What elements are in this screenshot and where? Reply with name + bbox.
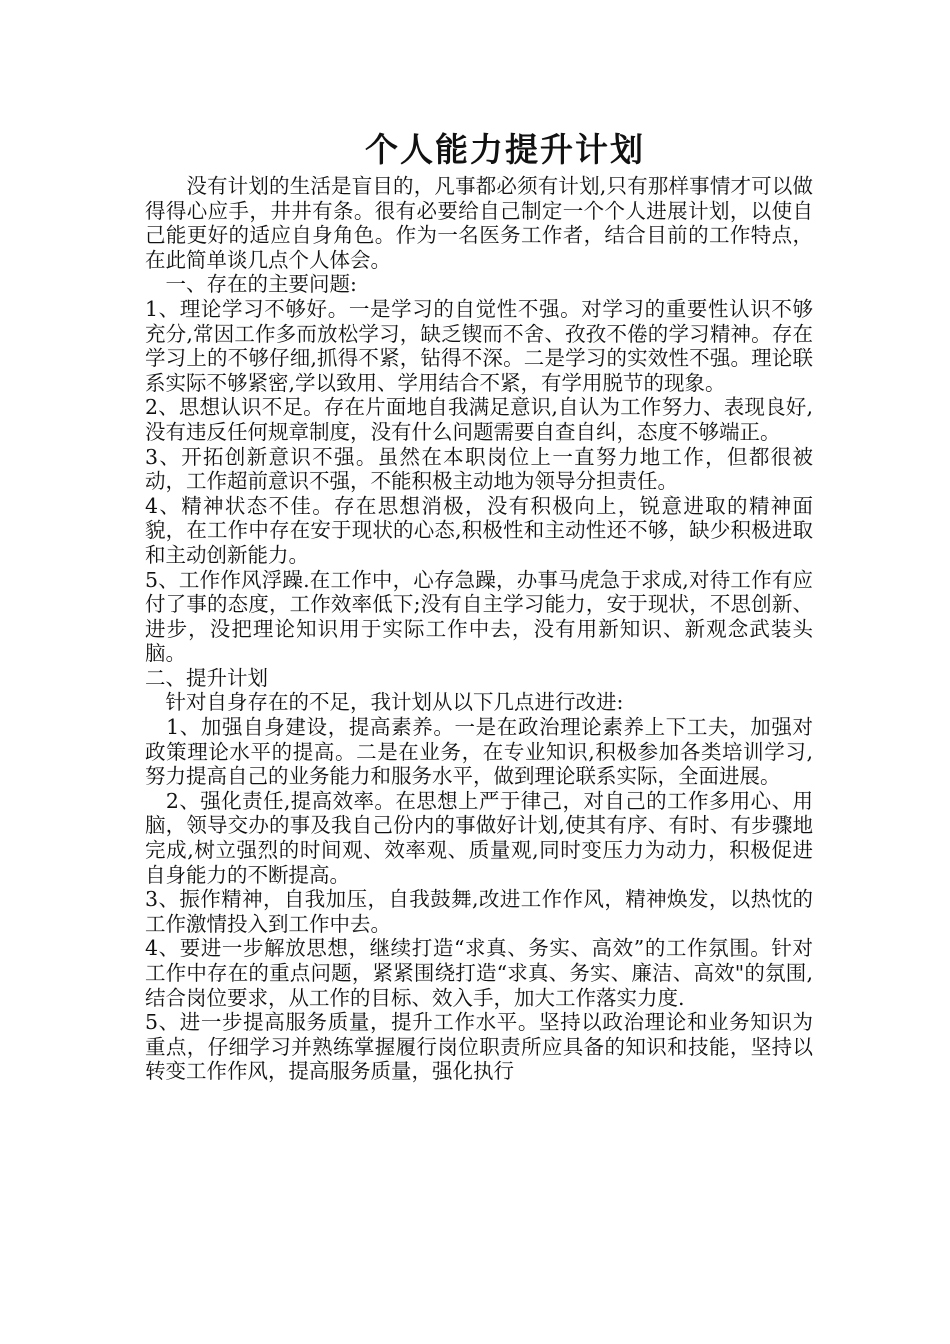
paragraph-problem-3: 3、开拓创新意识不强。虽然在本职岗位上一直努力地工作，但都很被动，工作超前意识不强，不能积极主动地为领导分担责任。 [145,444,813,494]
document-body [145,174,813,1084]
paragraph-problem-2: 2、思想认识不足。存在片面地自我满足意识,自认为工作努力、表现良好,没有违反任何规章制度，没有什么问题需要自查自纠，态度不够端正。 [145,395,813,444]
document-title: 个人能力提升计划 [365,130,645,169]
paragraph-intro: 没有计划的生活是盲目的，凡事都必须有计划,只有那样事情才可以做得得心应手，井井有条。很有必要给自己制定一个个人进展计划，以使自己能更好的适应自身角色。作为一名医务工作者，结合目前的工作特点，在此简单谈几点个人体会。 [145,174,813,272]
section-heading-plan: 二、提升计划 [145,665,268,690]
paragraph-problem-1: 1、理论学习不够好。一是学习的自觉性不强。对学习的重要性认识不够充分,常因工作多而放松学习，缺乏锲而不舍、孜孜不倦的学习精神。存在学习上的不够仔细,抓得不紧，钻得不深。二是学习的实效性不强。理论联系实际不够紧密,学以致用、学用结合不紧，有学用脱节的现象。 [145,296,813,395]
section-heading-problems: 一、存在的主要问题: [145,272,357,297]
paragraph-problem-4: 4、精神状态不佳。存在思想消极，没有积极向上，锐意进取的精神面貌，在工作中存在安于现状的心态,积极性和主动性还不够，缺少积极进取和主动创新能力。 [145,493,813,567]
paragraph-plan-1: 1、加强自身建设，提高素养。一是在政治理论素养上下工夫，加强对政策理论水平的提高。二是在业务，在专业知识,积极参加各类培训学习,努力提高自己的业务能力和服务水平，做到理论联系实际，全面进展。 [145,715,813,789]
paragraph-plan-5: 5、进一步提高服务质量，提升工作水平。坚持以政治理论和业务知识为重点，仔细学习并熟练掌握履行岗位职责所应具备的知识和技能，坚持以转变工作作风，提高服务质量，强化执行 [145,1010,813,1084]
paragraph-plan-3: 3、振作精神，自我加压，自我鼓舞,改进工作作风，精神焕发，以热忱的工作激情投入到工作中去。 [145,887,813,936]
paragraph-plan-2: 2、强化责任,提高效率。在思想上严于律己，对自己的工作多用心、用脑，领导交办的事及我自己份内的事做好计划,使其有序、有时、有步骤地完成,树立强烈的时间观、效率观、质量观,同时变压力为动力，积极促进自身能力的不断提高。 [145,788,813,887]
paragraph-problem-5: 5、工作作风浮躁.在工作中，心存急躁，办事马虎急于求成,对待工作有应付了事的态度，工作效率低下;没有自主学习能力，安于现状，不思创新、进步，没把理论知识用于实际工作中去，没有用新知识、新观念武装头脑。 [145,567,813,666]
paragraph-plan-4: 4、要进一步解放思想，继续打造“求真、务实、高效”的工作氛围。针对工作中存在的重点问题，紧紧围绕打造“求真、务实、廉洁、高效"的氛围,结合岗位要求，从工作的目标、效入手，加大工作落实力度. [145,936,813,1010]
paragraph-plan-intro: 针对自身存在的不足，我计划从以下几点进行改进: [145,690,624,715]
